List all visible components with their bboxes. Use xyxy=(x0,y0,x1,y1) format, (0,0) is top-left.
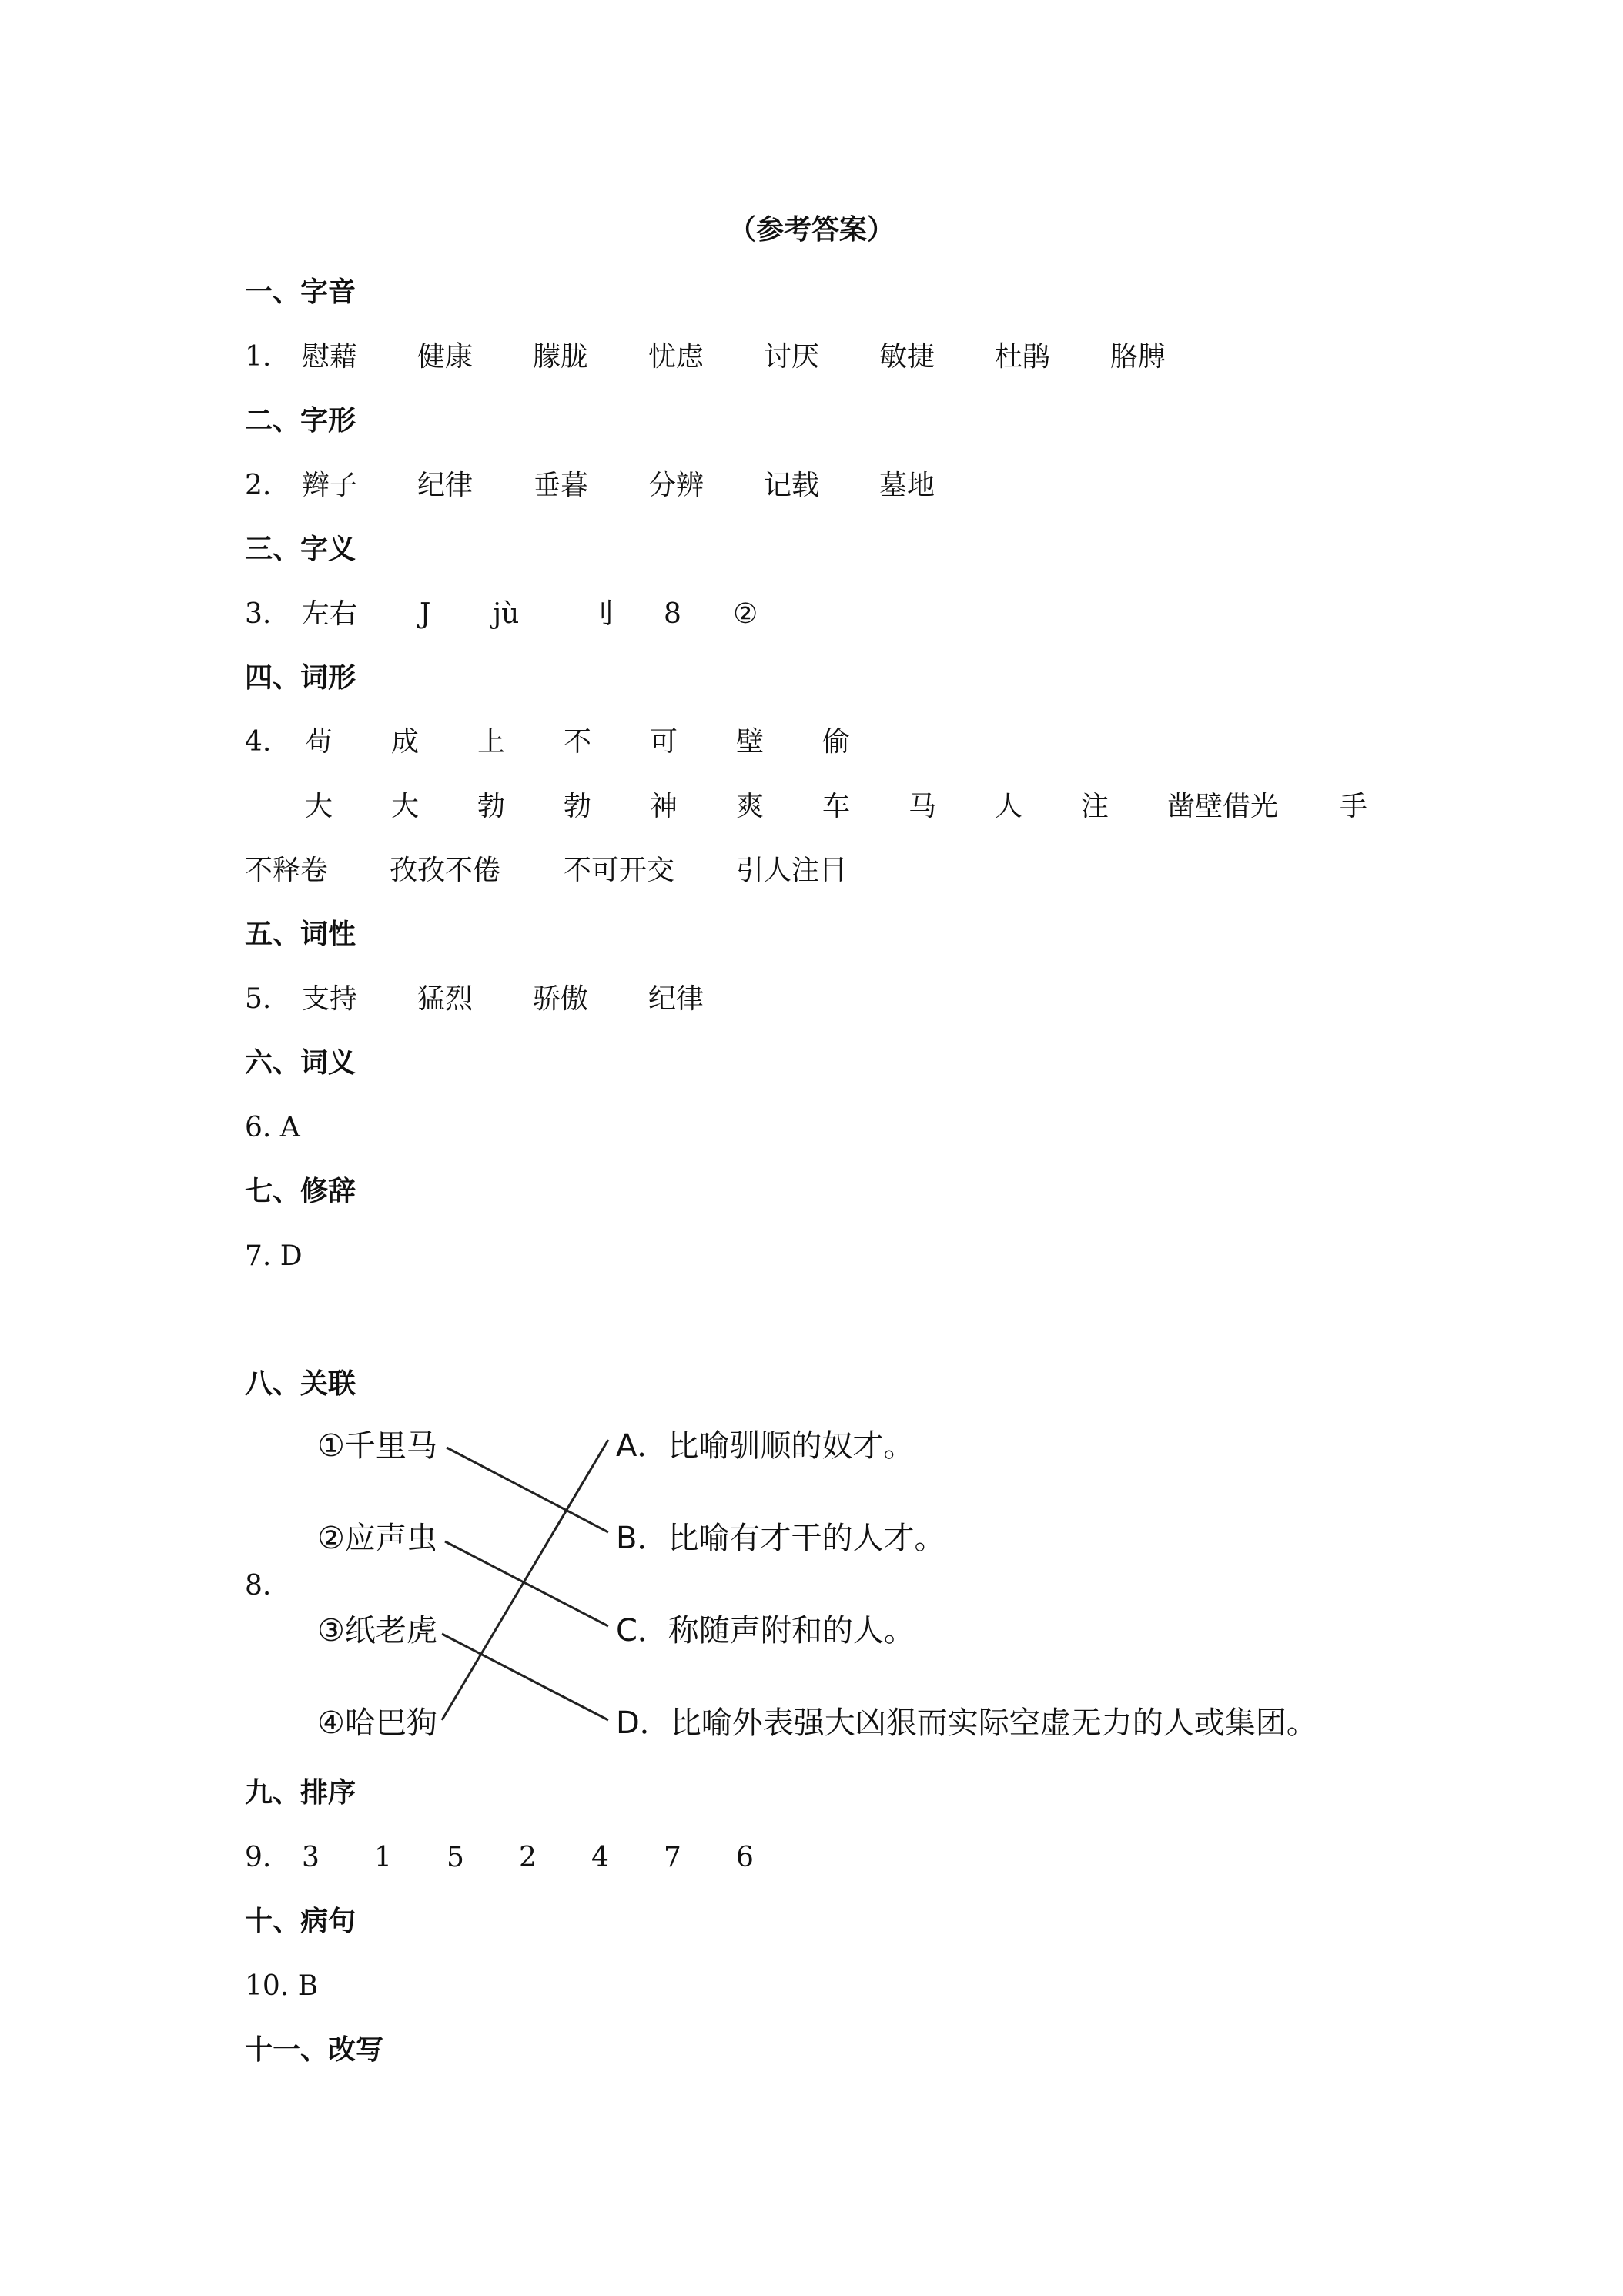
answer-item: 墓地 xyxy=(879,470,935,501)
answer-item: 讨厌 xyxy=(764,341,820,373)
match-right-item: C．称随声附和的人。 xyxy=(616,1613,915,1648)
question-number-8: 8. xyxy=(245,1570,272,1602)
answer-item: 纪律 xyxy=(417,470,474,501)
answer-item: 分辨 xyxy=(648,470,704,501)
section-heading-6: 六、词义 xyxy=(245,1047,356,1079)
answer-item: 车 xyxy=(822,791,851,822)
question-number-5: 5. xyxy=(245,983,272,1015)
answer-item: 2 xyxy=(519,1842,537,1873)
match-right-item: B．比喻有才干的人才。 xyxy=(616,1521,945,1556)
answer-item: 纪律 xyxy=(648,983,704,1015)
answer-item: 不释卷 xyxy=(245,855,329,886)
answer-item: 偷 xyxy=(822,726,851,758)
answer-item: 可 xyxy=(650,726,678,758)
question-number-9: 9. xyxy=(245,1842,272,1873)
answer-item: 6 xyxy=(736,1842,754,1873)
answer-item: 记载 xyxy=(764,470,820,501)
section-heading-2: 二、字形 xyxy=(245,405,356,437)
answer-item: 注 xyxy=(1081,791,1109,822)
answer-item: ② xyxy=(733,598,758,630)
section-heading-4: 四、词形 xyxy=(245,662,356,694)
match-left-item: ③纸老虎 xyxy=(317,1613,437,1648)
answer-item: 大 xyxy=(305,791,333,822)
section-heading-10: 十、病句 xyxy=(245,1906,356,1937)
match-right-item: D．比喻外表强大凶狠而实际空虚无力的人或集团。 xyxy=(616,1705,1317,1741)
answer-item: 不 xyxy=(564,726,592,758)
answer-item: 朦胧 xyxy=(533,341,589,373)
answer-10: 10. B xyxy=(245,1970,319,2002)
connector-2-C xyxy=(445,1541,608,1626)
answer-item: 支持 xyxy=(302,983,358,1015)
answer-item: 勃 xyxy=(477,791,506,822)
match-right-item: A．比喻驯顺的奴才。 xyxy=(616,1428,915,1464)
answer-item: 3 xyxy=(302,1842,320,1873)
answer-item: 苟 xyxy=(305,726,333,758)
answer-item: 1 xyxy=(374,1842,392,1873)
answer-item: 慰藉 xyxy=(302,341,358,373)
answer-item: 壁 xyxy=(736,726,765,758)
match-left-item: ①千里马 xyxy=(317,1428,437,1464)
connector-1-B xyxy=(447,1448,608,1532)
answer-7: 7. D xyxy=(245,1240,303,1272)
answer-item: 杜鹃 xyxy=(995,341,1051,373)
answer-item: jù xyxy=(493,598,520,630)
question-number-1: 1. xyxy=(245,341,272,373)
answer-item: 爽 xyxy=(736,791,765,822)
match-left-item: ②应声虫 xyxy=(317,1521,437,1556)
answer-item: 凿壁借光 xyxy=(1167,791,1279,822)
answer-item: 神 xyxy=(650,791,678,822)
section-heading-11: 十一、改写 xyxy=(245,2034,384,2066)
answer-item: 左右 xyxy=(302,598,358,630)
section-heading-9: 九、排序 xyxy=(245,1777,356,1809)
answer-item: 上 xyxy=(477,726,506,758)
answer-item: 刂 xyxy=(587,598,615,630)
answer-item: 勃 xyxy=(564,791,592,822)
answer-item: 骄傲 xyxy=(533,983,589,1015)
section-heading-5: 五、词性 xyxy=(245,919,356,950)
answer-item: 手 xyxy=(1340,791,1368,822)
question-number-2: 2. xyxy=(245,470,272,501)
answer-item: 胳膊 xyxy=(1110,341,1166,373)
answer-item: 敏捷 xyxy=(879,341,935,373)
section-heading-8: 八、关联 xyxy=(245,1368,356,1400)
answer-item: 辫子 xyxy=(302,470,358,501)
answer-item: 健康 xyxy=(417,341,474,373)
page-title: （参考答案） xyxy=(728,214,895,246)
answer-item: 5 xyxy=(447,1842,464,1873)
answer-item: 引人注目 xyxy=(736,855,848,886)
match-left-item: ④哈巴狗 xyxy=(317,1705,437,1741)
answer-item: 忧虑 xyxy=(648,341,704,373)
answer-item: 猛烈 xyxy=(417,983,474,1015)
section-heading-1: 一、字音 xyxy=(245,276,356,308)
question-number-4: 4. xyxy=(245,726,272,758)
question-number-3: 3. xyxy=(245,598,272,630)
answer-item: 人 xyxy=(995,791,1023,822)
answer-item: 7 xyxy=(664,1842,681,1873)
answer-6: 6. A xyxy=(245,1112,300,1143)
answer-item: 马 xyxy=(909,791,937,822)
answer-item: 成 xyxy=(391,726,420,758)
section-heading-7: 七、修辞 xyxy=(245,1176,356,1207)
answer-item: 4 xyxy=(591,1842,609,1873)
answer-item: 不可开交 xyxy=(564,855,675,886)
answer-item: 孜孜不倦 xyxy=(390,855,501,886)
section-heading-3: 三、字义 xyxy=(245,534,356,565)
answer-item: J xyxy=(420,598,431,630)
answer-item: 大 xyxy=(391,791,420,822)
answer-item: 垂暮 xyxy=(533,470,589,501)
answer-item: 8 xyxy=(664,598,681,630)
